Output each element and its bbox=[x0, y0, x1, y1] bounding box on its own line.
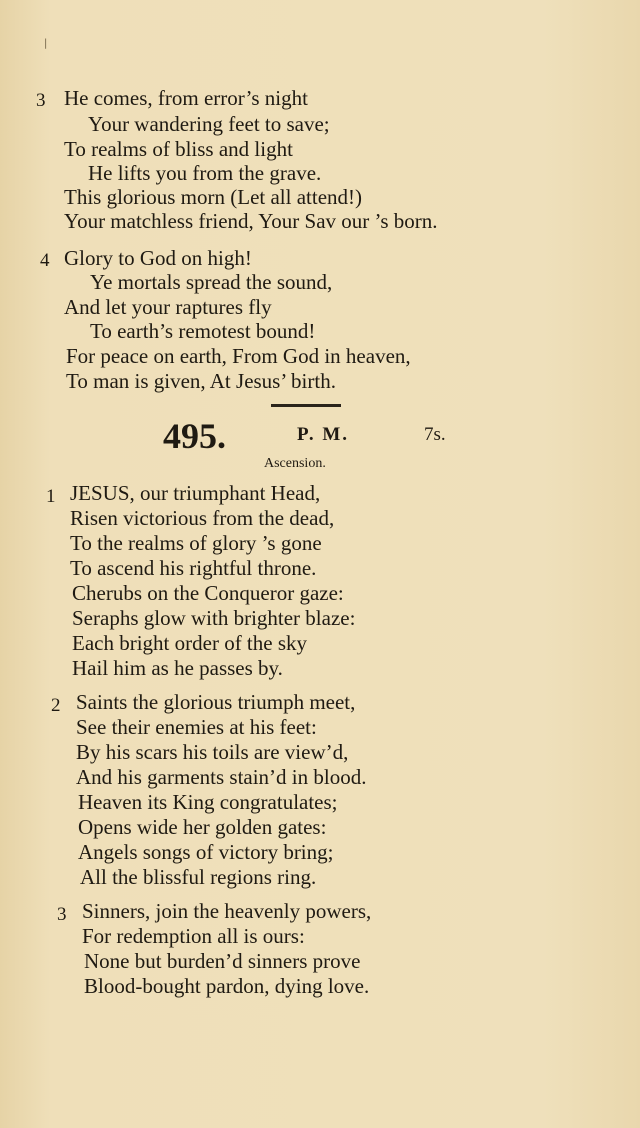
verse-line: Angels songs of victory bring; bbox=[78, 840, 334, 864]
stanza-number: 4 bbox=[40, 250, 50, 271]
verse-line: See their enemies at his feet: bbox=[76, 715, 317, 739]
verse-line: Your matchless friend, Your Sav our ’s born. bbox=[64, 209, 438, 233]
verse-line: Heaven its King congratulates; bbox=[78, 790, 338, 814]
verse-line: Hail him as he passes by. bbox=[72, 656, 283, 680]
verse-line: To realms of bliss and light bbox=[64, 137, 293, 161]
hymn-tune-meter: 7s. bbox=[424, 424, 446, 445]
verse-line: To earth’s remotest bound! bbox=[90, 319, 316, 343]
verse-line: By his scars his toils are view’d, bbox=[76, 740, 349, 764]
stanza-number: 1 bbox=[46, 486, 56, 507]
verse-line: He lifts you from the grave. bbox=[88, 161, 322, 185]
stanza-number: 3 bbox=[57, 904, 67, 925]
hymn-meter: P. M. bbox=[297, 424, 350, 445]
hymn-number: 495. bbox=[163, 416, 226, 456]
verse-line: Ye mortals spread the sound, bbox=[90, 270, 333, 294]
verse-line: This glorious morn (Let all attend!) bbox=[64, 185, 363, 209]
verse-line: To man is given, At Jesus’ birth. bbox=[66, 369, 336, 393]
verse-line: Sinners, join the heavenly powers, bbox=[82, 899, 372, 923]
verse-line: Saints the glorious triumph meet, bbox=[76, 690, 356, 714]
verse-line: Each bright order of the sky bbox=[72, 631, 308, 655]
verse-line: For peace on earth, From God in heaven, bbox=[66, 344, 411, 368]
verse-line: He comes, from error’s night bbox=[64, 86, 308, 110]
verse-line: For redemption all is ours: bbox=[82, 924, 305, 948]
verse-line: Your wandering feet to save; bbox=[88, 112, 330, 136]
hymn-subject: Ascension. bbox=[264, 456, 326, 471]
margin-mark: | bbox=[44, 38, 48, 49]
verse-line: Seraphs glow with brighter blaze: bbox=[72, 606, 356, 630]
verse-line: And his garments stain’d in blood. bbox=[76, 765, 367, 789]
verse-line: Glory to God on high! bbox=[64, 246, 252, 270]
verse-line: To the realms of glory ’s gone bbox=[70, 531, 322, 555]
verse-line: To ascend his rightful throne. bbox=[70, 556, 317, 580]
stanza-number: 2 bbox=[51, 695, 61, 716]
verse-line: And let your raptures fly bbox=[64, 295, 272, 319]
verse-line: JESUS, our triumphant Head, bbox=[70, 481, 321, 505]
verse-line: All the blissful regions ring. bbox=[80, 865, 317, 889]
verse-line: Blood-bought pardon, dying love. bbox=[84, 974, 370, 998]
stanza-number: 3 bbox=[36, 90, 46, 111]
verse-line: Opens wide her golden gates: bbox=[78, 815, 327, 839]
verse-line: None but burden’d sinners prove bbox=[84, 949, 361, 973]
verse-line: Cherubs on the Conqueror gaze: bbox=[72, 581, 344, 605]
verse-line: Risen victorious from the dead, bbox=[70, 506, 335, 530]
section-divider bbox=[271, 404, 341, 407]
